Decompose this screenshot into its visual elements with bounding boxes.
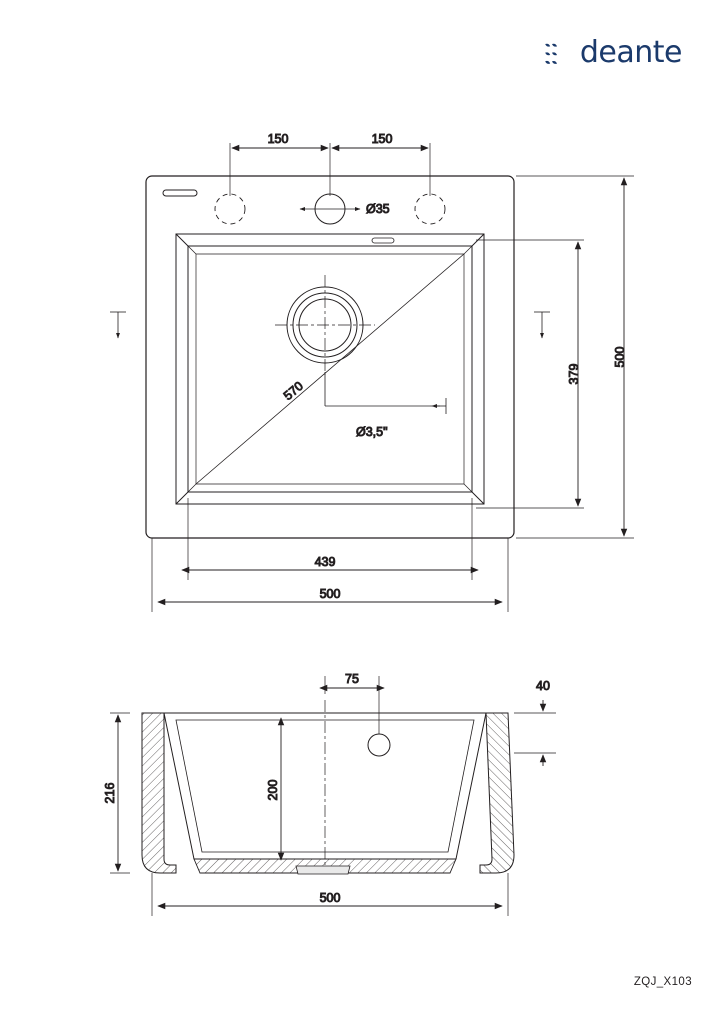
section-tap-hole bbox=[368, 734, 390, 756]
section-tap-offset-dimension bbox=[320, 676, 384, 866]
dim-tap-hole-dia: Ø35 bbox=[366, 202, 390, 216]
overflow-slot-icon bbox=[163, 190, 197, 196]
right-reference-marks bbox=[534, 312, 550, 338]
dim-drain-dia: Ø3,5" bbox=[356, 425, 388, 439]
dim-150-right: 150 bbox=[371, 132, 393, 146]
section-flange-dimension bbox=[514, 700, 556, 766]
dim-150-left: 150 bbox=[267, 132, 289, 146]
product-code: ZQJ_X103 bbox=[633, 976, 692, 988]
dim-500-width: 500 bbox=[319, 587, 341, 601]
dim-75: 75 bbox=[345, 672, 359, 686]
brand-name: deante bbox=[579, 35, 682, 70]
dim-216: 216 bbox=[103, 782, 117, 804]
left-reference-marks bbox=[110, 312, 126, 338]
rim-vent-icon bbox=[372, 238, 394, 243]
sink-section-outline bbox=[142, 713, 514, 874]
dim-439: 439 bbox=[314, 555, 336, 569]
dim-200: 200 bbox=[266, 779, 280, 801]
dim-379: 379 bbox=[567, 363, 581, 385]
dim-500-height: 500 bbox=[613, 346, 627, 368]
dim-40: 40 bbox=[536, 679, 550, 693]
dim-section-500: 500 bbox=[319, 891, 341, 905]
dim-570: 570 bbox=[280, 378, 306, 404]
